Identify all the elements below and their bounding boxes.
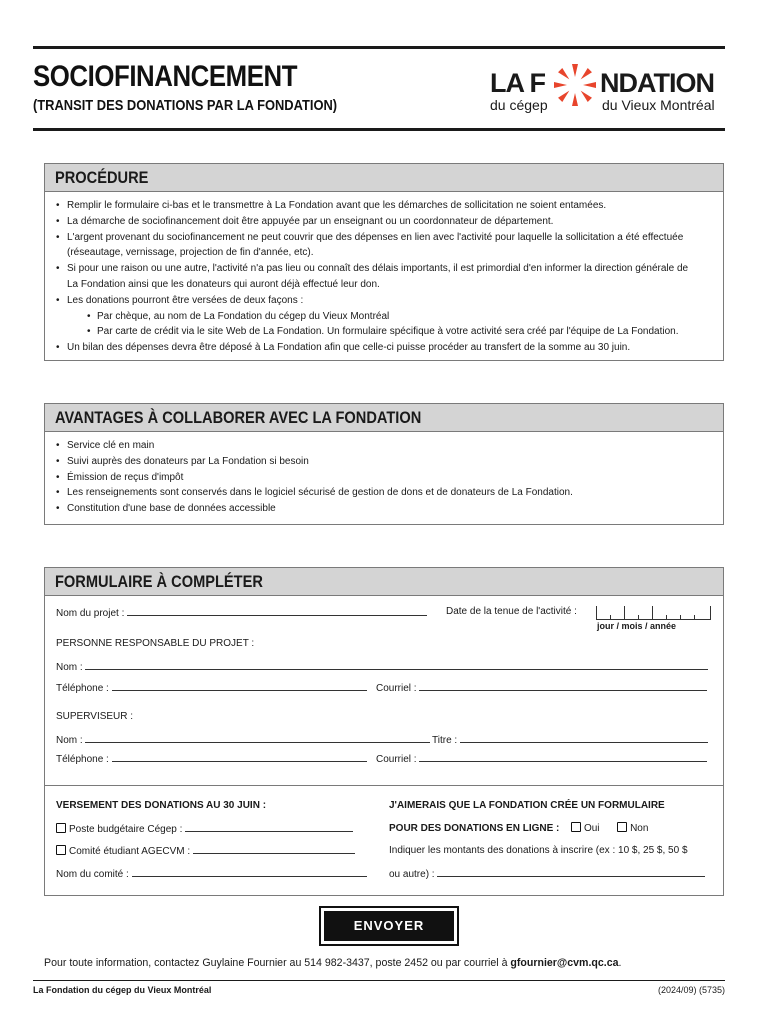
project-name-row	[56, 606, 427, 619]
superviseur-name-field[interactable]	[85, 733, 430, 743]
form-divider	[44, 785, 724, 786]
autre-row	[389, 867, 705, 880]
contact-end: .	[618, 957, 622, 969]
responsable-phone-row	[56, 681, 367, 694]
oui-label: Oui	[583, 823, 600, 834]
non-label: Non	[630, 823, 649, 834]
list-item: • Les donations pourront être versées de deux façons :	[55, 293, 713, 309]
contact-email-link[interactable]: gfournier@cvm.qc.ca	[510, 957, 619, 969]
poste-field[interactable]	[185, 822, 353, 832]
logo-text-du-cegep: du cégep	[490, 97, 548, 113]
fondation-logo	[490, 60, 726, 120]
nom-comite-label: Nom du comité :	[56, 869, 129, 880]
footer-rule	[33, 980, 725, 981]
courriel-label: Courriel :	[376, 754, 417, 765]
en-ligne-row	[389, 822, 648, 834]
autre-field[interactable]	[437, 867, 705, 877]
superviseur-title-field[interactable]	[460, 733, 708, 743]
logo-text-ndation: NDATION	[600, 68, 714, 98]
list-item: • L'argent provenant du sociofinancement ne peut couvrir que des dépenses en lien avec l'activité pour laquelle la sollicitation a été effectuée	[55, 230, 713, 246]
telephone-label: Téléphone :	[56, 754, 109, 765]
responsable-heading: PERSONNE RESPONSABLE DU PROJET :	[56, 638, 255, 649]
list-item: • La démarche de sociofinancement doit être appuyée par un enseignant ou un coordonnateur de département.	[55, 214, 713, 230]
avantages-header	[45, 404, 723, 432]
versement-heading: VERSEMENT DES DONATIONS AU 30 JUIN :	[56, 800, 267, 811]
montants-label: Indiquer les montants des donations à inscrire (ex : 10 $, 25 $, 50 $	[389, 845, 688, 856]
nom-comite-row	[56, 867, 367, 880]
superviseur-title-row	[432, 733, 708, 746]
page-title: SOCIOFINANCEMENT	[33, 60, 298, 93]
list-item: • Les renseignements sont conservés dans le logiciel sécurisé de gestion de dons et de donateurs de La Fondation.	[55, 485, 713, 501]
list-item: • Service clé en main	[55, 438, 713, 454]
send-button[interactable]	[319, 906, 459, 946]
superviseur-email-field[interactable]	[419, 752, 707, 762]
page-subtitle: (TRANSIT DES DONATIONS PAR LA FONDATION)	[33, 97, 338, 114]
date-label: Date de la tenue de l'activité :	[446, 606, 577, 617]
list-item: • Un bilan des dépenses devra être déposé à La Fondation afin que celle-ci puisse procéder au transfert de la somme au 30 juin.	[55, 340, 713, 356]
responsable-email-row	[376, 681, 707, 694]
avantages-section	[44, 403, 724, 525]
superviseur-email-row	[376, 752, 707, 765]
comite-field[interactable]	[193, 844, 355, 854]
oui-checkbox[interactable]	[571, 822, 581, 832]
superviseur-phone-field[interactable]	[112, 752, 367, 762]
avantages-list	[45, 432, 723, 525]
formulaire-heading: J'AIMERAIS QUE LA FONDATION CRÉE UN FORMULAIRE	[389, 800, 665, 811]
list-item-continuation: (réseautage, vernissage, projection de fin d'année, etc).	[67, 247, 314, 259]
list-item-continuation: La Fondation ainsi que les donateurs qui auront déjà effectué leur don.	[67, 278, 380, 290]
comite-checkbox[interactable]	[56, 845, 66, 855]
list-subitem: • Par carte de crédit via le site Web de La Fondation. Un formulaire spécifique à votre activité sera créé par l'équipe de La Fondation.	[55, 324, 713, 340]
non-checkbox[interactable]	[617, 822, 627, 832]
list-subitem: • Par chèque, au nom de La Fondation du cégep du Vieux Montréal	[55, 309, 713, 325]
logo-text-du-vieux: du Vieux Montréal	[602, 97, 715, 113]
comite-row	[56, 844, 355, 857]
project-name-label: Nom du projet :	[56, 608, 125, 619]
list-item: • Remplir le formulaire ci-bas et le transmettre à La Fondation avant que les démarches de sollicitation ne soient entamées.	[55, 198, 713, 214]
procedure-section	[44, 163, 724, 361]
responsable-name-field[interactable]	[85, 660, 708, 670]
procedure-heading: PROCÉDURE	[55, 168, 149, 187]
footer-code: (2024/09) (5735)	[657, 985, 725, 995]
procedure-header	[45, 164, 723, 192]
logo-text-la: LA F	[490, 68, 545, 98]
comite-label: Comité étudiant AGECVM :	[69, 846, 191, 857]
poste-checkbox[interactable]	[56, 823, 66, 833]
contact-text: Pour toute information, contactez Guylaine Fournier au 514 982-3437, poste 2452 ou par courriel à	[44, 957, 511, 969]
en-ligne-label: POUR DES DONATIONS EN LIGNE :	[389, 823, 560, 834]
list-item: • Constitution d'une base de données accessible	[55, 501, 713, 517]
courriel-label: Courriel :	[376, 683, 417, 694]
responsable-name-row	[56, 660, 708, 673]
footer-org: La Fondation du cégep du Vieux Montréal	[33, 985, 212, 995]
list-item: • Suivi auprès des donateurs par La Fondation si besoin	[55, 454, 713, 470]
poste-label: Poste budgétaire Cégep :	[69, 824, 183, 835]
procedure-list	[45, 192, 723, 364]
nom-label: Nom :	[56, 735, 83, 746]
form-header	[45, 568, 723, 596]
date-hint: jour / mois / année	[597, 621, 677, 631]
list-item: • Émission de reçus d'impôt	[55, 470, 713, 486]
poste-row	[56, 822, 353, 835]
telephone-label: Téléphone :	[56, 683, 109, 694]
nom-comite-field[interactable]	[132, 867, 367, 877]
list-item: • Si pour une raison ou une autre, l'activité n'a pas lieu ou connaît des délais importants, il est primordial d'en informer la direction générale de	[55, 261, 713, 277]
top-rule	[33, 46, 725, 49]
project-name-field[interactable]	[127, 606, 427, 616]
nom-label: Nom :	[56, 662, 83, 673]
form-heading: FORMULAIRE À COMPLÉTER	[55, 572, 263, 591]
avantages-heading: AVANTAGES À COLLABORER AVEC LA FONDATION	[55, 408, 422, 427]
send-button-label: ENVOYER	[324, 911, 454, 941]
superviseur-heading: SUPERVISEUR :	[56, 711, 134, 722]
contact-info	[44, 957, 621, 969]
titre-label: Titre :	[432, 735, 458, 746]
superviseur-phone-row	[56, 752, 367, 765]
star-logo-icon	[552, 62, 598, 108]
responsable-email-field[interactable]	[419, 681, 707, 691]
superviseur-name-row	[56, 733, 430, 746]
responsable-phone-field[interactable]	[112, 681, 367, 691]
autre-label: ou autre) :	[389, 869, 435, 880]
date-field[interactable]	[596, 606, 712, 620]
header-rule	[33, 128, 725, 131]
